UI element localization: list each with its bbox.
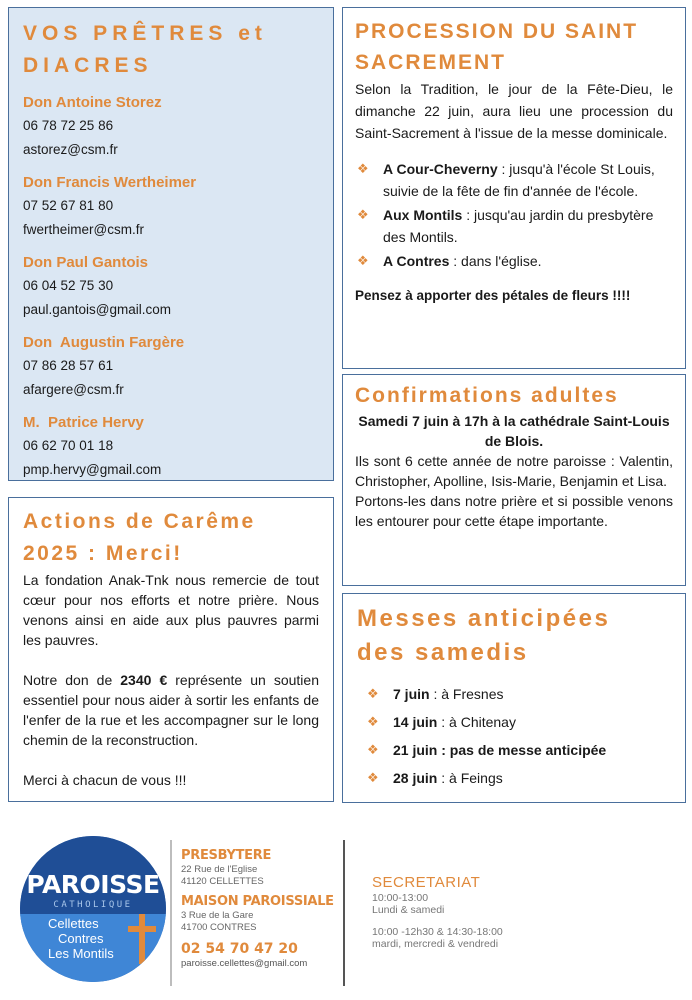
parish-phone: 02 54 70 47 20 bbox=[181, 941, 298, 957]
logo-town: Contres bbox=[58, 931, 104, 946]
list-item bbox=[355, 204, 673, 248]
diamond-bullet-icon: ❖ bbox=[357, 253, 369, 268]
careme-title bbox=[23, 506, 319, 570]
priests-title-line2: DIACRES bbox=[23, 54, 153, 77]
person-card bbox=[23, 172, 319, 242]
mass-date: 28 juin bbox=[393, 770, 438, 786]
procession-intro: Selon la Tradition, le jour de la Fête-Dieu, le dimanche 22 juin, aura lieu une procession du Saint-Sacrement à l'issue de la messe dominicale. bbox=[355, 81, 673, 141]
footer bbox=[0, 818, 692, 1000]
diamond-bullet-icon: ❖ bbox=[367, 714, 379, 729]
donation-text-pre: Notre don de bbox=[23, 672, 121, 688]
messes-list bbox=[357, 680, 671, 792]
person-phone: 06 78 72 25 86 bbox=[23, 118, 114, 133]
procession-title-line2: SACREMENT bbox=[355, 51, 507, 74]
confirmations-prayer: Portons-les dans notre prière et si possible venons les entourer pour cette étape importante. bbox=[355, 493, 673, 529]
donation-amount: 2340 € bbox=[120, 672, 168, 688]
secretariat-hours: 10:00 -12h30 & 14:30-18:00 bbox=[372, 926, 503, 938]
person-card bbox=[23, 412, 319, 482]
secretariat-block bbox=[372, 874, 672, 950]
logo-towns bbox=[48, 916, 114, 961]
procession-title-line1: PROCESSION DU SAINT bbox=[355, 20, 639, 43]
mass-place: : à Fresnes bbox=[429, 686, 504, 702]
footer-divider bbox=[343, 840, 345, 986]
mass-date: 21 juin bbox=[393, 742, 438, 758]
footer-divider bbox=[170, 840, 172, 986]
messes-panel bbox=[342, 593, 686, 803]
person-name: Don Augustin Fargère bbox=[23, 334, 185, 351]
logo-town: Les Montils bbox=[48, 946, 114, 961]
secretariat-days: Lundi & samedi bbox=[372, 904, 445, 916]
messes-title-line2: des samedis bbox=[357, 639, 529, 666]
procession-panel bbox=[342, 7, 686, 369]
diamond-bullet-icon: ❖ bbox=[357, 207, 369, 222]
person-phone: 07 86 28 57 61 bbox=[23, 358, 114, 373]
presbytere-address-line: 41120 CELLETTES bbox=[181, 876, 264, 887]
procession-place: A Cour-Cheverny bbox=[383, 161, 498, 177]
procession-list bbox=[355, 158, 673, 272]
parish-logo bbox=[20, 836, 166, 982]
person-email[interactable]: fwertheimer@csm.fr bbox=[23, 222, 144, 237]
diamond-bullet-icon: ❖ bbox=[367, 742, 379, 757]
careme-title-line2: 2025 : Merci! bbox=[23, 542, 183, 565]
diamond-bullet-icon: ❖ bbox=[367, 770, 379, 785]
confirmations-subtitle bbox=[355, 411, 673, 451]
careme-donation-paragraph bbox=[23, 670, 319, 750]
person-name: Don Francis Wertheimer bbox=[23, 174, 197, 191]
procession-place: A Contres bbox=[383, 253, 450, 269]
procession-route: : jusqu'à l'école St Louis, suivie de la fête de fin d'année de l'école. bbox=[383, 161, 655, 199]
logo-subtitle: CATHOLIQUE bbox=[53, 900, 133, 910]
presbytere-address-line: 22 Rue de l'Eglise bbox=[181, 864, 258, 875]
procession-closing: Pensez à apporter des pétales de fleurs !!!! bbox=[355, 288, 631, 303]
careme-panel bbox=[8, 497, 334, 802]
careme-paragraph: La fondation Anak-Tnk nous remercie de tout cœur pour nos efforts et notre prière. Nous venons ainsi en aide aux plus pauvres parmi les pauvres. bbox=[23, 572, 319, 648]
list-item bbox=[357, 736, 671, 764]
presbytere-label: PRESBYTERE bbox=[181, 848, 272, 863]
person-email[interactable]: paul.gantois@gmail.com bbox=[23, 302, 172, 317]
maison-address-line: 3 Rue de la Gare bbox=[181, 910, 254, 921]
logo-brand: PAROISSE bbox=[26, 870, 160, 899]
donation-text-post: représente un soutien essentiel pour nous aider à sortir les enfants de l'enfer de la rue et les accompagner sur le long chemin de la reconstruction. bbox=[23, 672, 319, 748]
person-phone: 07 52 67 81 80 bbox=[23, 198, 114, 213]
person-phone: 06 04 52 75 30 bbox=[23, 278, 114, 293]
confirmations-names: Ils sont 6 cette année de notre paroisse : Valentin, Christopher, Apolline, Isis-Marie, Benjamin et Lisa. bbox=[355, 453, 673, 489]
list-item bbox=[357, 764, 671, 792]
secretariat-label: SECRETARIAT bbox=[372, 874, 481, 891]
list-item bbox=[357, 680, 671, 708]
secretariat-days: mardi, mercredi & vendredi bbox=[372, 938, 499, 950]
confirmations-subtitle-line1: Samedi 7 juin à 17h à la cathédrale Saint-Louis bbox=[358, 413, 670, 429]
list-item bbox=[355, 158, 673, 202]
mass-place: : à Feings bbox=[437, 770, 503, 786]
person-phone: 06 62 70 01 18 bbox=[23, 438, 114, 453]
parish-email[interactable]: paroisse.cellettes@gmail.com bbox=[181, 958, 308, 969]
messes-title-line1: Messes anticipées bbox=[357, 605, 611, 632]
diamond-bullet-icon: ❖ bbox=[357, 161, 369, 176]
logo-town: Cellettes bbox=[48, 916, 99, 931]
mass-date: 14 juin bbox=[393, 714, 438, 730]
priests-title bbox=[23, 18, 319, 82]
careme-thanks: Merci à chacun de vous !!! bbox=[23, 772, 187, 788]
procession-route: : jusqu'au jardin du presbytère des Montils. bbox=[383, 207, 654, 245]
person-email[interactable]: afargere@csm.fr bbox=[23, 382, 124, 397]
list-item bbox=[357, 708, 671, 736]
person-card bbox=[23, 252, 319, 322]
person-card bbox=[23, 332, 319, 402]
procession-title bbox=[355, 16, 673, 78]
messes-title bbox=[357, 602, 671, 670]
confirmations-subtitle-line2: de Blois. bbox=[484, 433, 544, 449]
diamond-bullet-icon: ❖ bbox=[367, 686, 379, 701]
person-name: Don Antoine Storez bbox=[23, 94, 162, 111]
procession-place: Aux Montils bbox=[383, 207, 463, 223]
procession-route: : dans l'église. bbox=[449, 253, 542, 269]
person-card bbox=[23, 92, 319, 162]
mass-date: 7 juin bbox=[393, 686, 430, 702]
person-email[interactable]: pmp.hervy@gmail.com bbox=[23, 462, 162, 477]
careme-title-line1: Actions de Carême bbox=[23, 510, 256, 533]
secretariat-hours: 10:00-13:00 bbox=[372, 892, 429, 904]
mass-place: : pas de messe anticipée bbox=[437, 742, 607, 758]
list-item bbox=[355, 250, 673, 272]
mass-place: : à Chitenay bbox=[437, 714, 516, 730]
person-email[interactable]: astorez@csm.fr bbox=[23, 142, 118, 157]
maison-address-line: 41700 CONTRES bbox=[181, 922, 257, 933]
footer-addresses bbox=[181, 848, 341, 970]
confirmations-title: Confirmations adultes bbox=[355, 384, 619, 407]
person-name: Don Paul Gantois bbox=[23, 254, 149, 271]
priests-title-line1: VOS PRÊTRES et bbox=[23, 22, 267, 45]
maison-label: MAISON PAROISSIALE bbox=[181, 894, 334, 909]
cross-icon bbox=[128, 914, 156, 964]
person-name: M. Patrice Hervy bbox=[23, 414, 144, 431]
confirmations-panel bbox=[342, 374, 686, 586]
priests-panel bbox=[8, 7, 334, 481]
